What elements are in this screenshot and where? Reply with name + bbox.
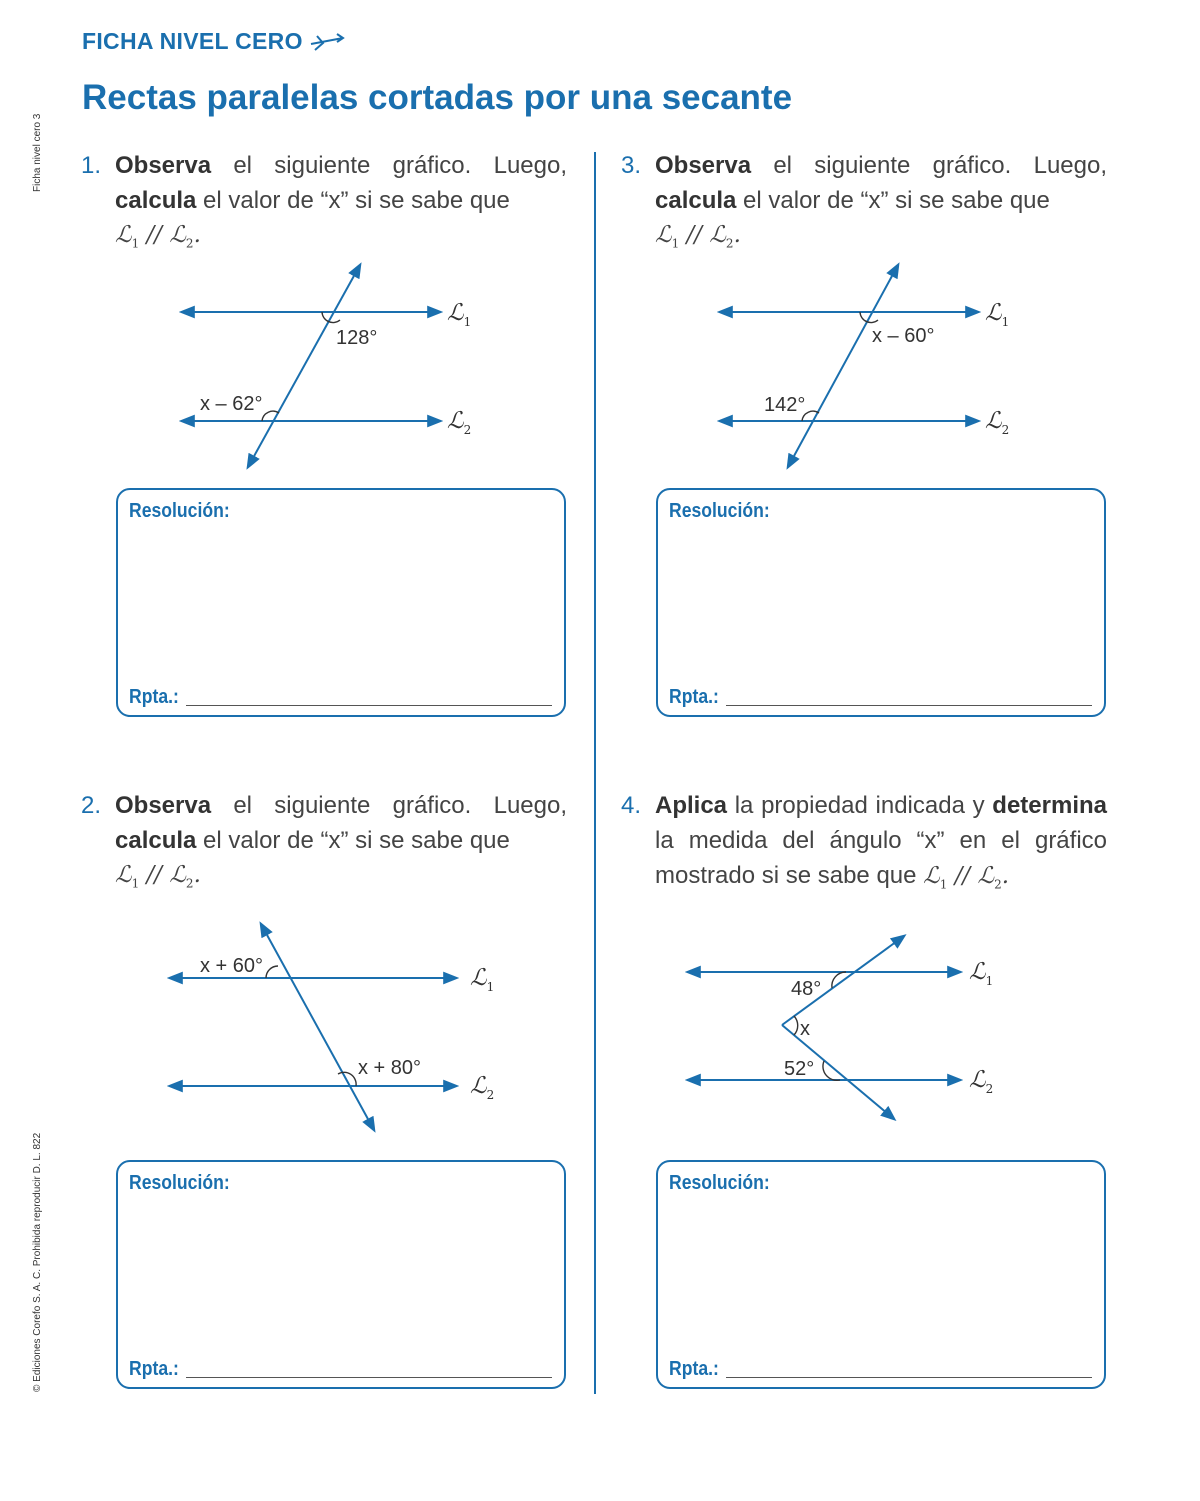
problem-statement: Observa el siguiente gráfico. Luego, calcula el valor de “x” si se sabe que: [655, 152, 1107, 214]
secant-line: [261, 924, 374, 1130]
angle-arc: [794, 1016, 798, 1035]
figure-2: [160, 915, 510, 1140]
resolution-box-1[interactable]: [116, 488, 566, 717]
problem-4: [621, 788, 1107, 903]
problem-1: [81, 148, 567, 262]
problem-number: 4.: [621, 792, 642, 819]
angle-label-bottom: 52°: [784, 1058, 815, 1080]
answer-line[interactable]: [726, 1377, 1092, 1378]
problem-statement: Observa el siguiente gráfico. Luego, calcula el valor de “x” si se sabe que: [115, 792, 567, 854]
angle-label-x: x: [800, 1018, 810, 1040]
label-L2: ℒ$_2$: [985, 408, 1010, 437]
verb: calcula: [655, 187, 737, 214]
parallel-condition: ℒ$_1$ // ℒ$_2$.: [923, 863, 1010, 892]
problem-number: 1.: [81, 152, 102, 179]
answer-line[interactable]: [186, 1377, 552, 1378]
verb: Observa: [115, 792, 212, 819]
header-tag-text: FICHA NIVEL CERO: [82, 28, 303, 54]
verb: Aplica: [655, 792, 728, 819]
label-L2: ℒ$_2$: [969, 1067, 994, 1096]
label-L1: ℒ$_1$: [969, 959, 994, 988]
resolution-title: Resolución:: [669, 1172, 770, 1194]
verb: determina: [992, 792, 1107, 819]
resolution-title: Resolución:: [129, 1172, 230, 1194]
resolution-title: Resolución:: [129, 500, 230, 522]
secant-line: [248, 265, 360, 467]
resolution-box-2[interactable]: [116, 1160, 566, 1389]
label-L1: ℒ$_1$: [447, 300, 472, 329]
secant-line: [788, 265, 898, 467]
figure-3: [708, 255, 1038, 480]
margin-bottom-note: © Ediciones Corefo S. A. C. Prohibida reproducir D. L. 822: [32, 1132, 43, 1392]
angle-arc: [266, 966, 278, 978]
label-L1: ℒ$_1$: [985, 300, 1010, 329]
label-L2: ℒ$_2$: [470, 1073, 495, 1102]
answer-label: Rpta.:: [669, 686, 719, 708]
label-L1: ℒ$_1$: [470, 965, 495, 994]
answer-line[interactable]: [726, 705, 1092, 706]
problem-number: 3.: [621, 152, 642, 179]
angle-label-top: 48°: [791, 978, 822, 1000]
figure-1: [170, 255, 500, 480]
answer-label: Rpta.:: [669, 1358, 719, 1380]
arrow-dart-icon: [309, 32, 345, 52]
parallel-condition: ℒ$_1$ // ℒ$_2$.: [655, 222, 741, 251]
answer-line[interactable]: [186, 705, 552, 706]
problem-statement: Observa el siguiente gráfico. Luego, calcula el valor de “x” si se sabe que: [115, 152, 567, 214]
parallel-condition: ℒ$_1$ // ℒ$_2$.: [115, 222, 201, 251]
resolution-box-4[interactable]: [656, 1160, 1106, 1389]
problem-statement: Aplica la propiedad indicada y determina la medida del ángulo “x” en el gráfico mostrado si se sabe que ℒ$_1$ // ℒ$_2$.: [655, 792, 1107, 892]
header-tag: [82, 28, 345, 55]
problem-3: [621, 148, 1107, 262]
angle-label-top: x + 60°: [200, 955, 264, 977]
resolution-box-3[interactable]: [656, 488, 1106, 717]
verb: Observa: [655, 152, 752, 179]
page-title: Rectas paralelas cortadas por una secante: [82, 78, 793, 117]
angle-label-bottom: x + 80°: [358, 1057, 422, 1079]
verb: calcula: [115, 827, 197, 854]
answer-label: Rpta.:: [129, 686, 179, 708]
angle-label-bottom: 142°: [764, 394, 806, 416]
verb: Observa: [115, 152, 212, 179]
angle-label-top: x – 60°: [872, 325, 935, 347]
angle-label-top: 128°: [336, 327, 378, 349]
resolution-title: Resolución:: [669, 500, 770, 522]
angle-label-bottom: x – 62°: [200, 393, 263, 415]
figure-4: [676, 925, 1016, 1135]
problem-2: [81, 788, 567, 902]
verb: calcula: [115, 187, 197, 214]
problem-number: 2.: [81, 792, 102, 819]
label-L2: ℒ$_2$: [447, 408, 472, 437]
answer-label: Rpta.:: [129, 1358, 179, 1380]
margin-top-note: Ficha nivel cero 3: [32, 113, 43, 192]
parallel-condition: ℒ$_1$ // ℒ$_2$.: [115, 862, 201, 891]
column-divider: [594, 152, 596, 1394]
